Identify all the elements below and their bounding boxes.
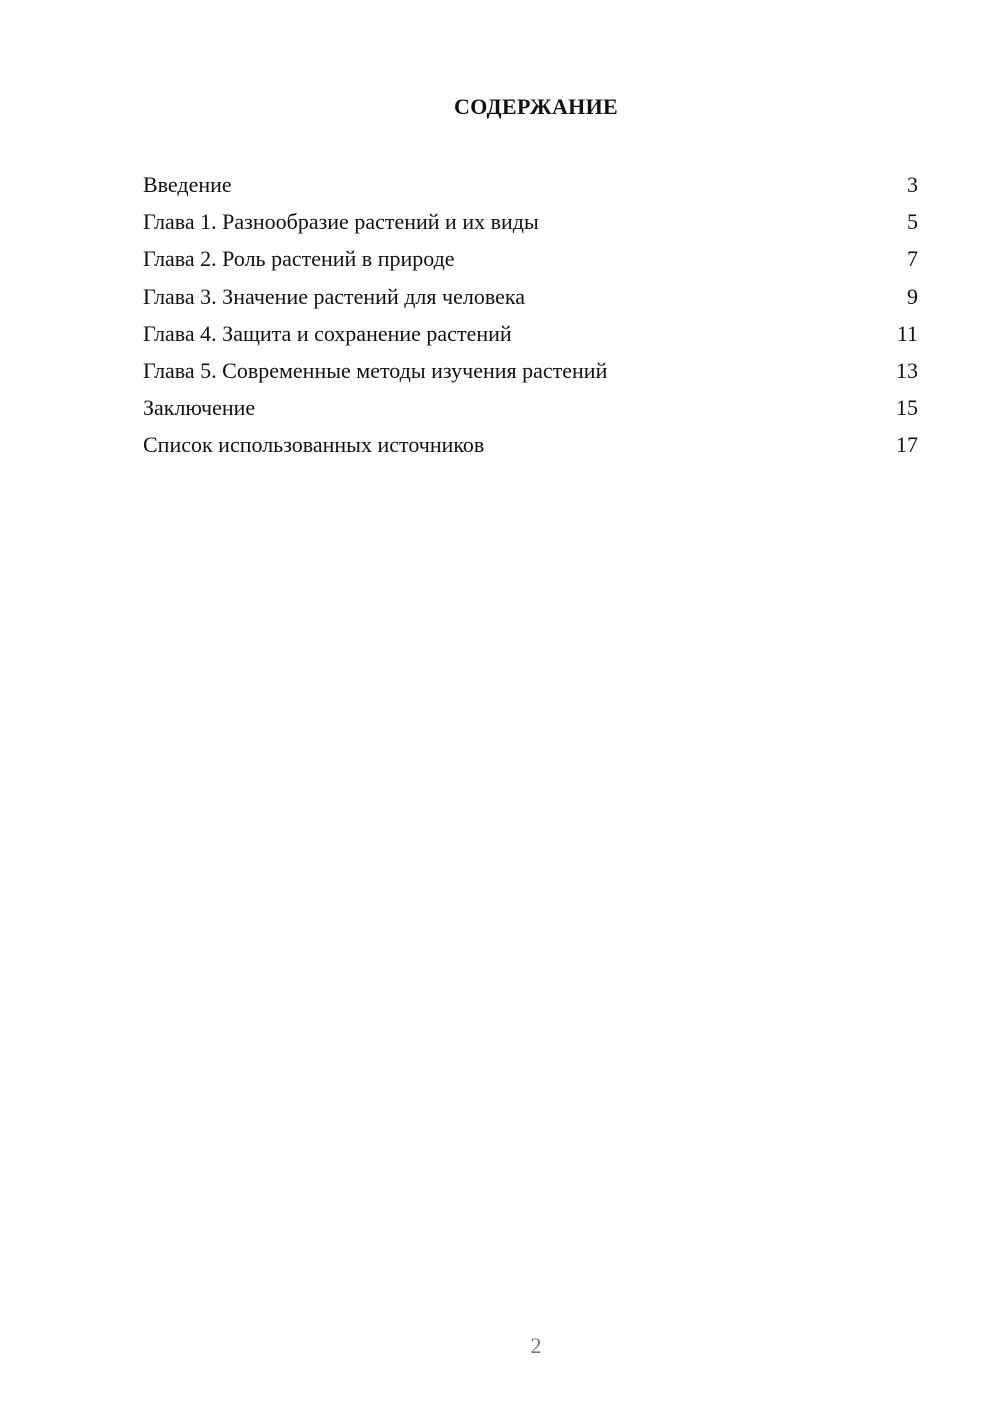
toc-entry-page: 15 [896,395,918,421]
toc-entry [143,356,918,393]
toc-entry-label: Глава 4. Защита и сохранение растений [143,320,512,346]
toc-entry-page: 17 [896,432,918,458]
toc-entry-page: 7 [907,246,918,272]
toc-entry-label: Глава 5. Современные методы изучения растений [143,357,608,383]
toc-entry-label: Введение [143,172,232,197]
toc-entry-label: Список использованных источников [143,432,485,458]
toc-entry-label: Глава 1. Разнообразие растений и их виды [143,209,539,235]
toc-entry-label: Глава 2. Роль растений в природе [143,246,455,272]
toc-entry-page: 13 [896,357,918,383]
toc-entry [143,319,918,356]
toc-entry [143,282,918,319]
toc-entry-page: 5 [907,209,918,235]
toc-entry [143,244,918,281]
toc-entry-page: 11 [896,320,918,346]
toc-title: СОДЕРЖАНИЕ [454,94,618,119]
toc-entry [143,207,918,244]
toc-entry-page: 9 [907,283,918,309]
toc-entry-page: 3 [907,172,918,197]
page-number: 2 [530,1333,542,1358]
toc-entry-label: Заключение [143,395,256,421]
toc-entry-label: Глава 3. Значение растений для человека [143,283,525,309]
toc-entry [143,170,918,207]
toc-entry [143,430,918,467]
toc-entry [143,393,918,430]
table-of-contents [143,170,918,468]
